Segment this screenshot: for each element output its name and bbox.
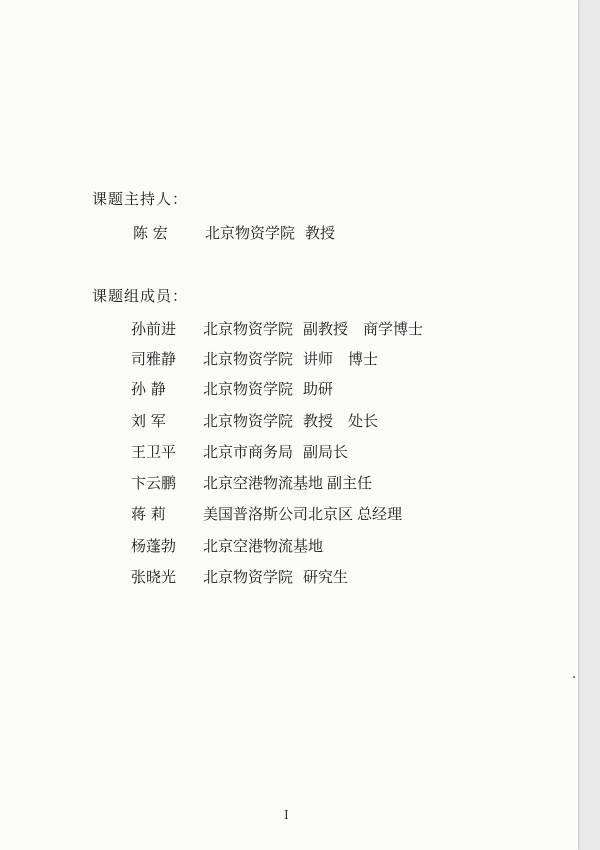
member-affiliation: 北京物资学院	[203, 320, 294, 338]
member-name: 杨蓬勃	[131, 537, 177, 555]
member-roles: 讲师 博士	[303, 350, 379, 368]
member-affiliation: 北京空港物流基地	[203, 474, 324, 492]
member-row	[131, 441, 348, 462]
member-row	[131, 348, 378, 369]
member-name: 王卫平	[131, 443, 177, 461]
member-affiliation: 北京物资学院	[203, 350, 294, 368]
member-row	[131, 472, 372, 493]
member-row	[131, 566, 348, 587]
member-name: 卞云鹏	[131, 474, 177, 492]
member-row	[131, 318, 423, 339]
members-heading: 课题组成员：	[92, 287, 189, 305]
member-roles: 副局长	[303, 443, 349, 461]
member-affiliation: 美国普洛斯公司北京区	[203, 505, 354, 523]
member-roles: 副主任	[327, 474, 373, 492]
host-name: 陈 宏	[133, 224, 168, 242]
host-roles: 教授	[305, 224, 336, 242]
member-roles: 研究生	[303, 568, 349, 586]
member-name: 蒋 莉	[131, 505, 166, 523]
member-roles: 教授 处长	[303, 412, 379, 430]
member-row	[131, 503, 402, 524]
member-affiliation: 北京空港物流基地	[203, 537, 324, 555]
member-roles: 助研	[303, 380, 334, 398]
member-row	[131, 535, 333, 556]
member-affiliation: 北京市商务局	[203, 443, 294, 461]
host-row	[133, 222, 335, 243]
member-roles: 总经理	[357, 505, 403, 523]
member-row	[131, 410, 378, 431]
member-affiliation: 北京物资学院	[203, 568, 294, 586]
member-affiliation: 北京物资学院	[203, 380, 294, 398]
host-heading: 课题主持人：	[92, 190, 189, 208]
scan-speck	[573, 676, 575, 678]
member-roles: 副教授 商学博士	[303, 320, 424, 338]
member-name: 孙前进	[131, 320, 177, 338]
page-number: I	[284, 808, 289, 822]
member-row	[131, 378, 333, 399]
host-affiliation: 北京物资学院	[205, 224, 296, 242]
member-name: 刘 军	[131, 412, 166, 430]
member-name: 张晓光	[131, 568, 177, 586]
member-affiliation: 北京物资学院	[203, 412, 294, 430]
member-name: 司雅静	[131, 350, 177, 368]
member-name: 孙 静	[131, 380, 166, 398]
